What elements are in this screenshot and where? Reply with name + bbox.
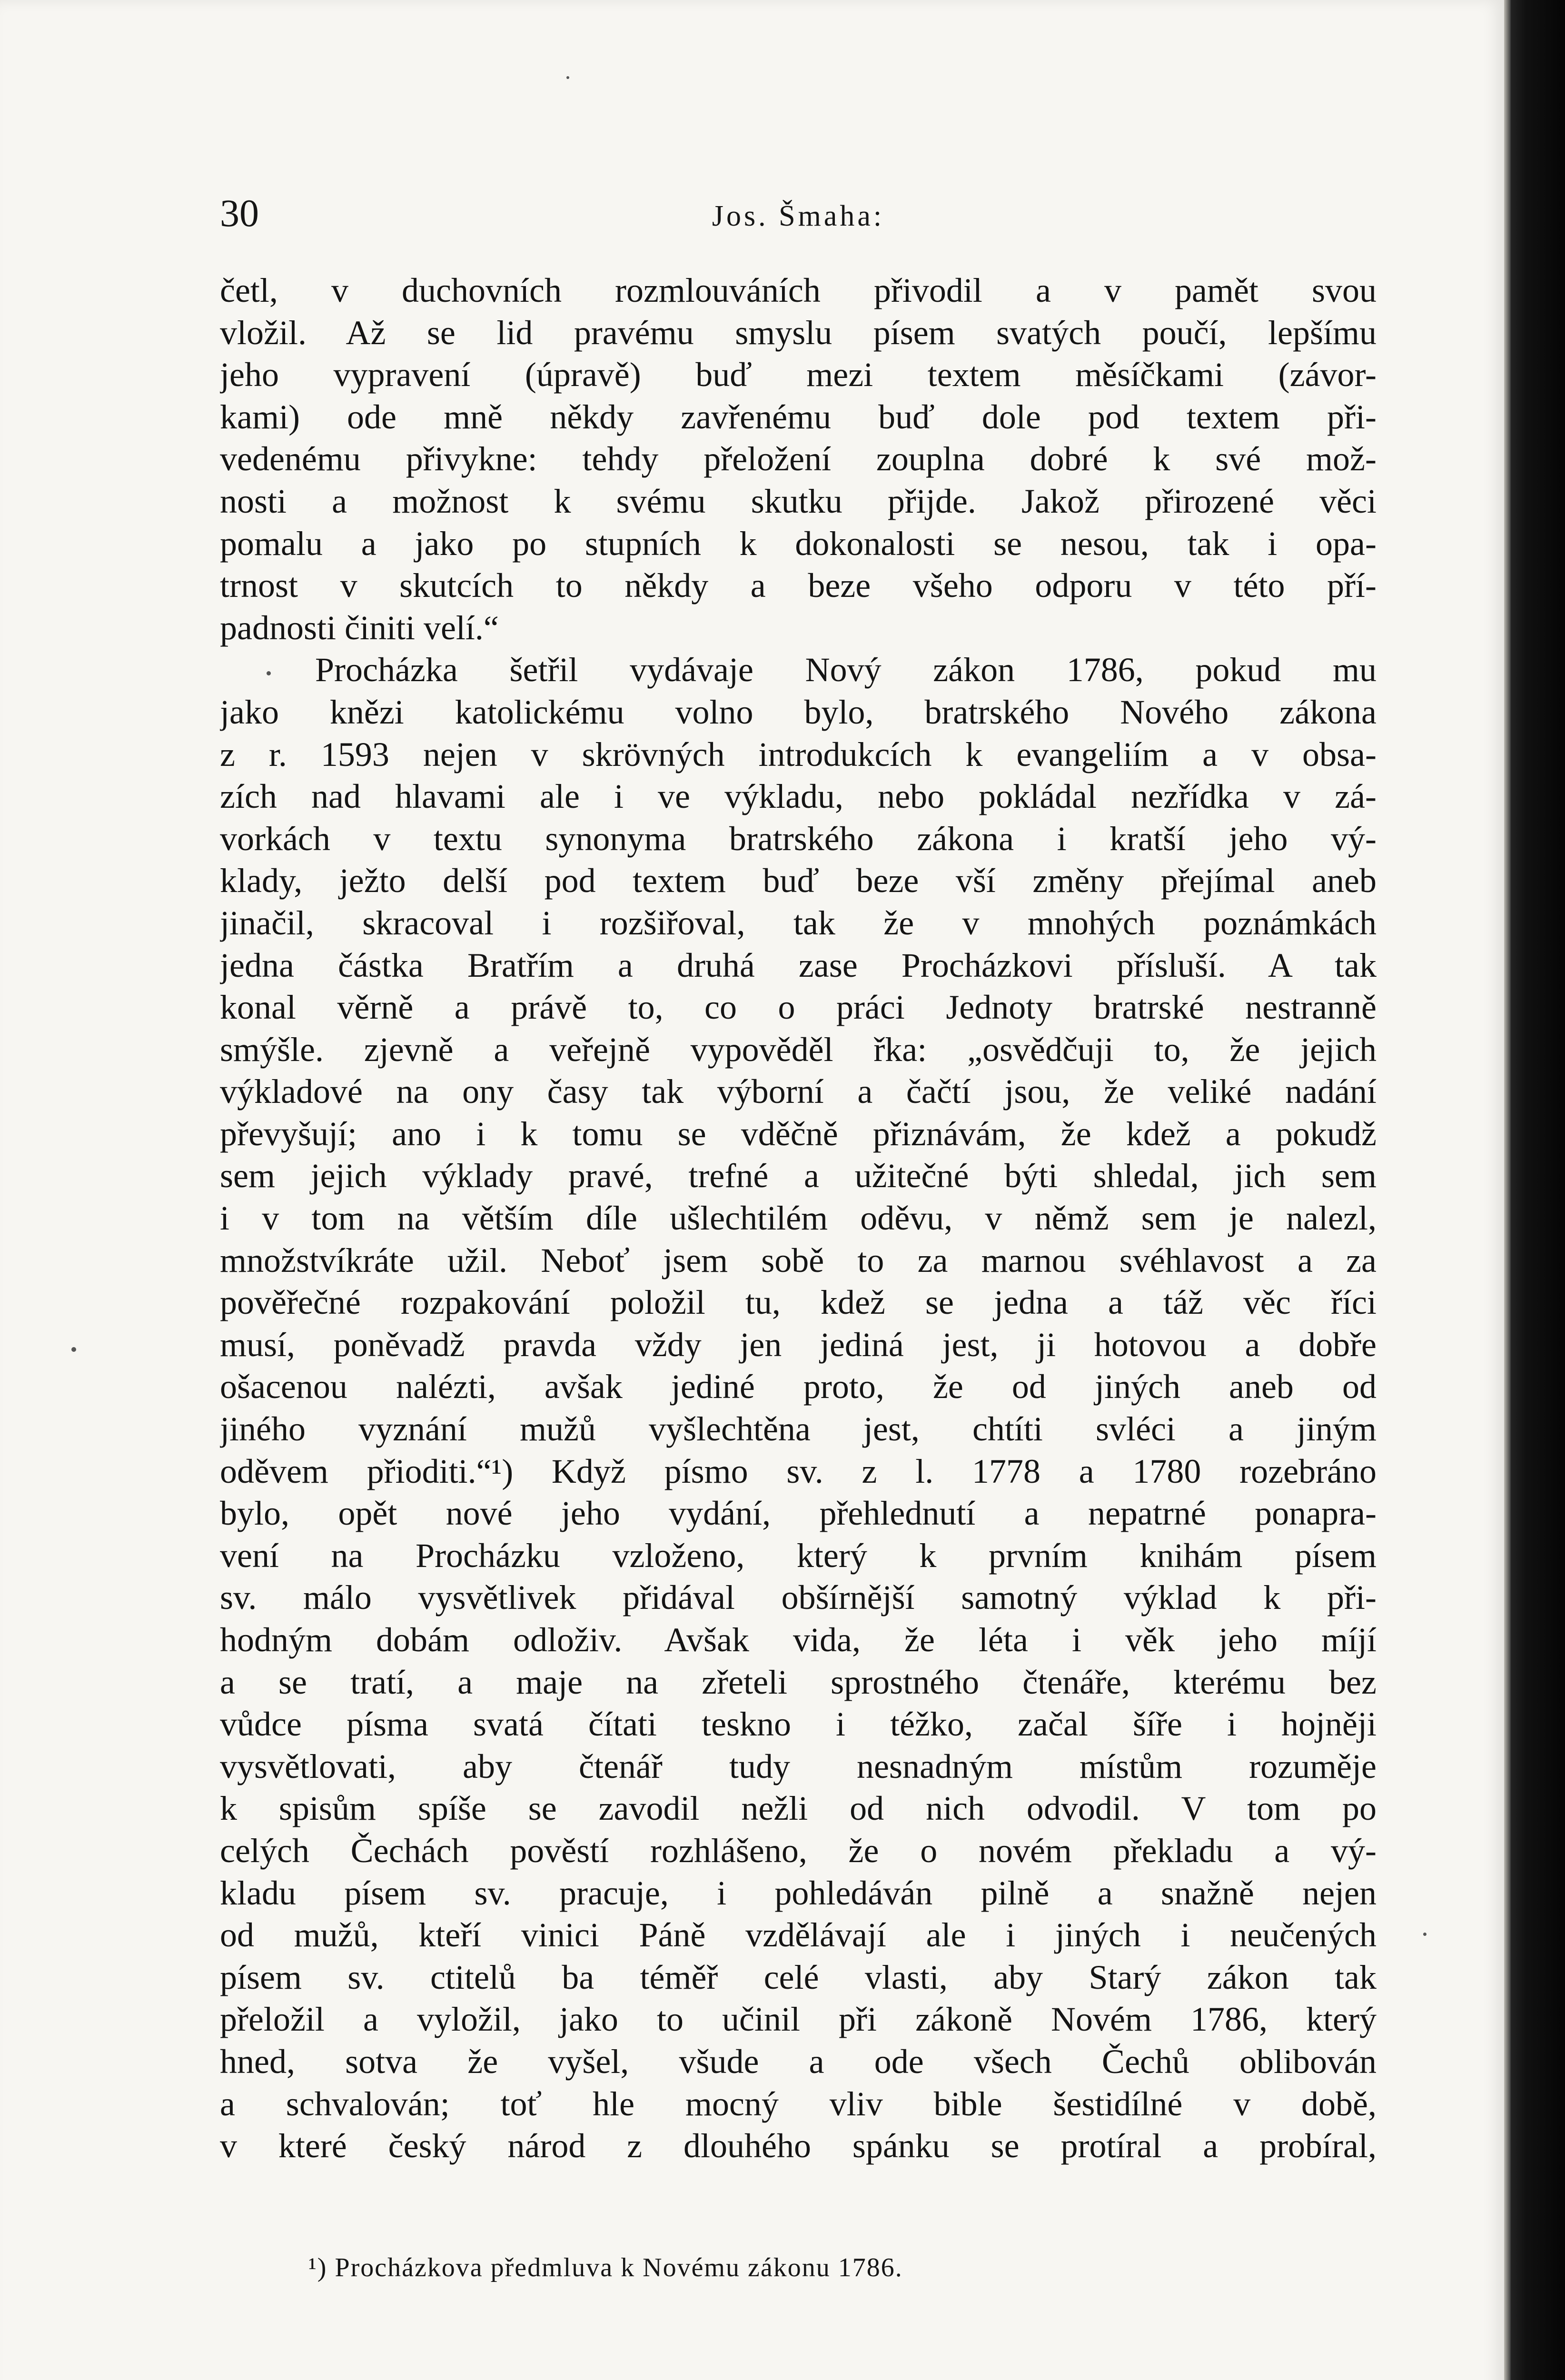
text-line: sem jejich výklady pravé, trefné a užitečné býti shledal, jich sem [220, 1157, 1377, 1195]
text-line: četl, v duchovních rozmlouváních přivodil a v pamět svou [220, 271, 1377, 309]
text-line: převyšují; ano i k tomu se vděčně přiznávám, že kdež a pokudž [220, 1114, 1377, 1153]
text-line: písem sv. ctitelů ba téměř celé vlasti, aby Starý zákon tak [220, 1958, 1377, 1996]
body-text [220, 269, 1377, 2167]
text-line: přeložil a vyložil, jako to učinil při zákoně Novém 1786, který [220, 2000, 1377, 2039]
text-line: k spisům spíše se zavodil nežli od nich odvodil. V tom po [220, 1789, 1377, 1828]
text-line: pověřečné rozpakování položil tu, kdež se jedna a táž věc říci [220, 1283, 1377, 1322]
text-line: oděvem přioditi.“¹) Když písmo sv. z l. 1778 a 1780 rozebráno [220, 1452, 1377, 1490]
text-line: pomalu a jako po stupních k dokonalosti se nesou, tak i opa- [220, 524, 1377, 563]
paper-speck [71, 1347, 76, 1352]
text-line: v které český národ z dlouhého spánku se protíral a probíral, [220, 2127, 1377, 2165]
text-line: vedenému přivykne: tehdy přeložení zouplna dobré k své mož- [220, 440, 1377, 478]
footnote: ¹) Procházkova předmluva k Novému zákonu 1786. [308, 2253, 903, 2282]
text-line: konal věrně a právě to, co o práci Jednoty bratrské nestranně [220, 988, 1377, 1027]
text-line: ošacenou nalézti, avšak jediné proto, že od jiných aneb od [220, 1368, 1377, 1406]
text-line: musí, poněvadž pravda vždy jen jediná jest, ji hotovou a dobře [220, 1325, 1377, 1364]
page-number: 30 [220, 191, 259, 235]
text-line: a schvalován; toť hle mocný vliv bible šestidílné v době, [220, 2084, 1377, 2123]
text-line: a se tratí, a maje na zřeteli sprostného čtenáře, kterému bez [220, 1663, 1377, 1701]
text-line: kami) ode mně někdy zavřenému buď dole pod textem při- [220, 397, 1377, 436]
text-line: sv. málo vysvětlivek přidával obšírnější samotný výklad k při- [220, 1578, 1377, 1617]
text-line: vorkách v textu synonyma bratrského zákona i kratší jeho vý- [220, 819, 1377, 858]
paper-speck [267, 671, 271, 675]
text-line: jedna částka Bratřím a druhá zase Procházkovi přísluší. A tak [220, 946, 1377, 984]
text-line: smýšle. zjevně a veřejně vypověděl řka: „osvědčuji to, že jejich [220, 1030, 1377, 1069]
text-line: hned, sotva že vyšel, všude a ode všech Čechů oblibován [220, 2042, 1377, 2081]
text-line: vůdce písma svatá čítati teskno i téžko, začal šíře i hojněji [220, 1705, 1377, 1744]
text-line: výkladové na ony časy tak výborní a čačtí jsou, že veliké nadání [220, 1072, 1377, 1111]
text-line: nosti a možnost k svému skutku přijde. Jakož přirozené věci [220, 482, 1377, 520]
text-line: kladu písem sv. pracuje, i pohledáván pilně a snažně nejen [220, 1874, 1377, 1912]
text-line: Procházka šetřil vydávaje Nový zákon 1786, pokud mu [315, 651, 1377, 689]
text-line: jako knězi katolickému volno bylo, bratrského Nového zákona [220, 693, 1377, 731]
text-line: zích nad hlavami ale i ve výkladu, nebo pokládal nezřídka v zá- [220, 777, 1377, 816]
text-line: hodným dobám odloživ. Avšak vida, že léta i věk jeho míjí [220, 1621, 1377, 1659]
text-line: i v tom na větším díle ušlechtilém oděvu, v němž sem je nalezl, [220, 1199, 1377, 1238]
text-line: množstvíkráte užil. Neboť jsem sobě to za marnou svéhlavost a za [220, 1241, 1377, 1279]
text-line: jiného vyznání mužů vyšlechtěna jest, chtíti svléci a jiným [220, 1410, 1377, 1448]
text-line: padnosti činiti velí.“ [220, 608, 499, 647]
paper-speck [566, 76, 569, 79]
text-line: jinačil, skracoval i rozšiřoval, tak že v mnohých poznámkách [220, 903, 1377, 942]
text-line: celých Čechách pověstí rozhlášeno, že o novém překladu a vý- [220, 1831, 1377, 1870]
text-line: z r. 1593 nejen v skrövných introdukcích k evangeliím a v obsa- [220, 735, 1377, 774]
book-binding-edge [1504, 0, 1565, 2380]
running-head: Jos. Šmaha: [712, 200, 885, 232]
text-line: vložil. Až se lid pravému smyslu písem svatých poučí, lepšímu [220, 313, 1377, 352]
text-line: od mužů, kteří vinici Páně vzdělávají ale i jiných i neučených [220, 1916, 1377, 1954]
text-line: vení na Procházku vzloženo, který k prvním knihám písem [220, 1536, 1377, 1575]
text-line: vysvětlovati, aby čtenář tudy nesnadným místům rozuměje [220, 1747, 1377, 1785]
paper-speck [1423, 1933, 1426, 1936]
text-line: bylo, opět nové jeho vydání, přehlednutí a nepatrné ponapra- [220, 1494, 1377, 1533]
page-header [220, 189, 1377, 242]
text-line: trnost v skutcích to někdy a beze všeho odporu v této pří- [220, 566, 1377, 605]
text-line: jeho vypravení (úpravě) buď mezi textem měsíčkami (závor- [220, 356, 1377, 394]
text-line: klady, ježto delší pod textem buď beze vší změny přejímal aneb [220, 862, 1377, 900]
